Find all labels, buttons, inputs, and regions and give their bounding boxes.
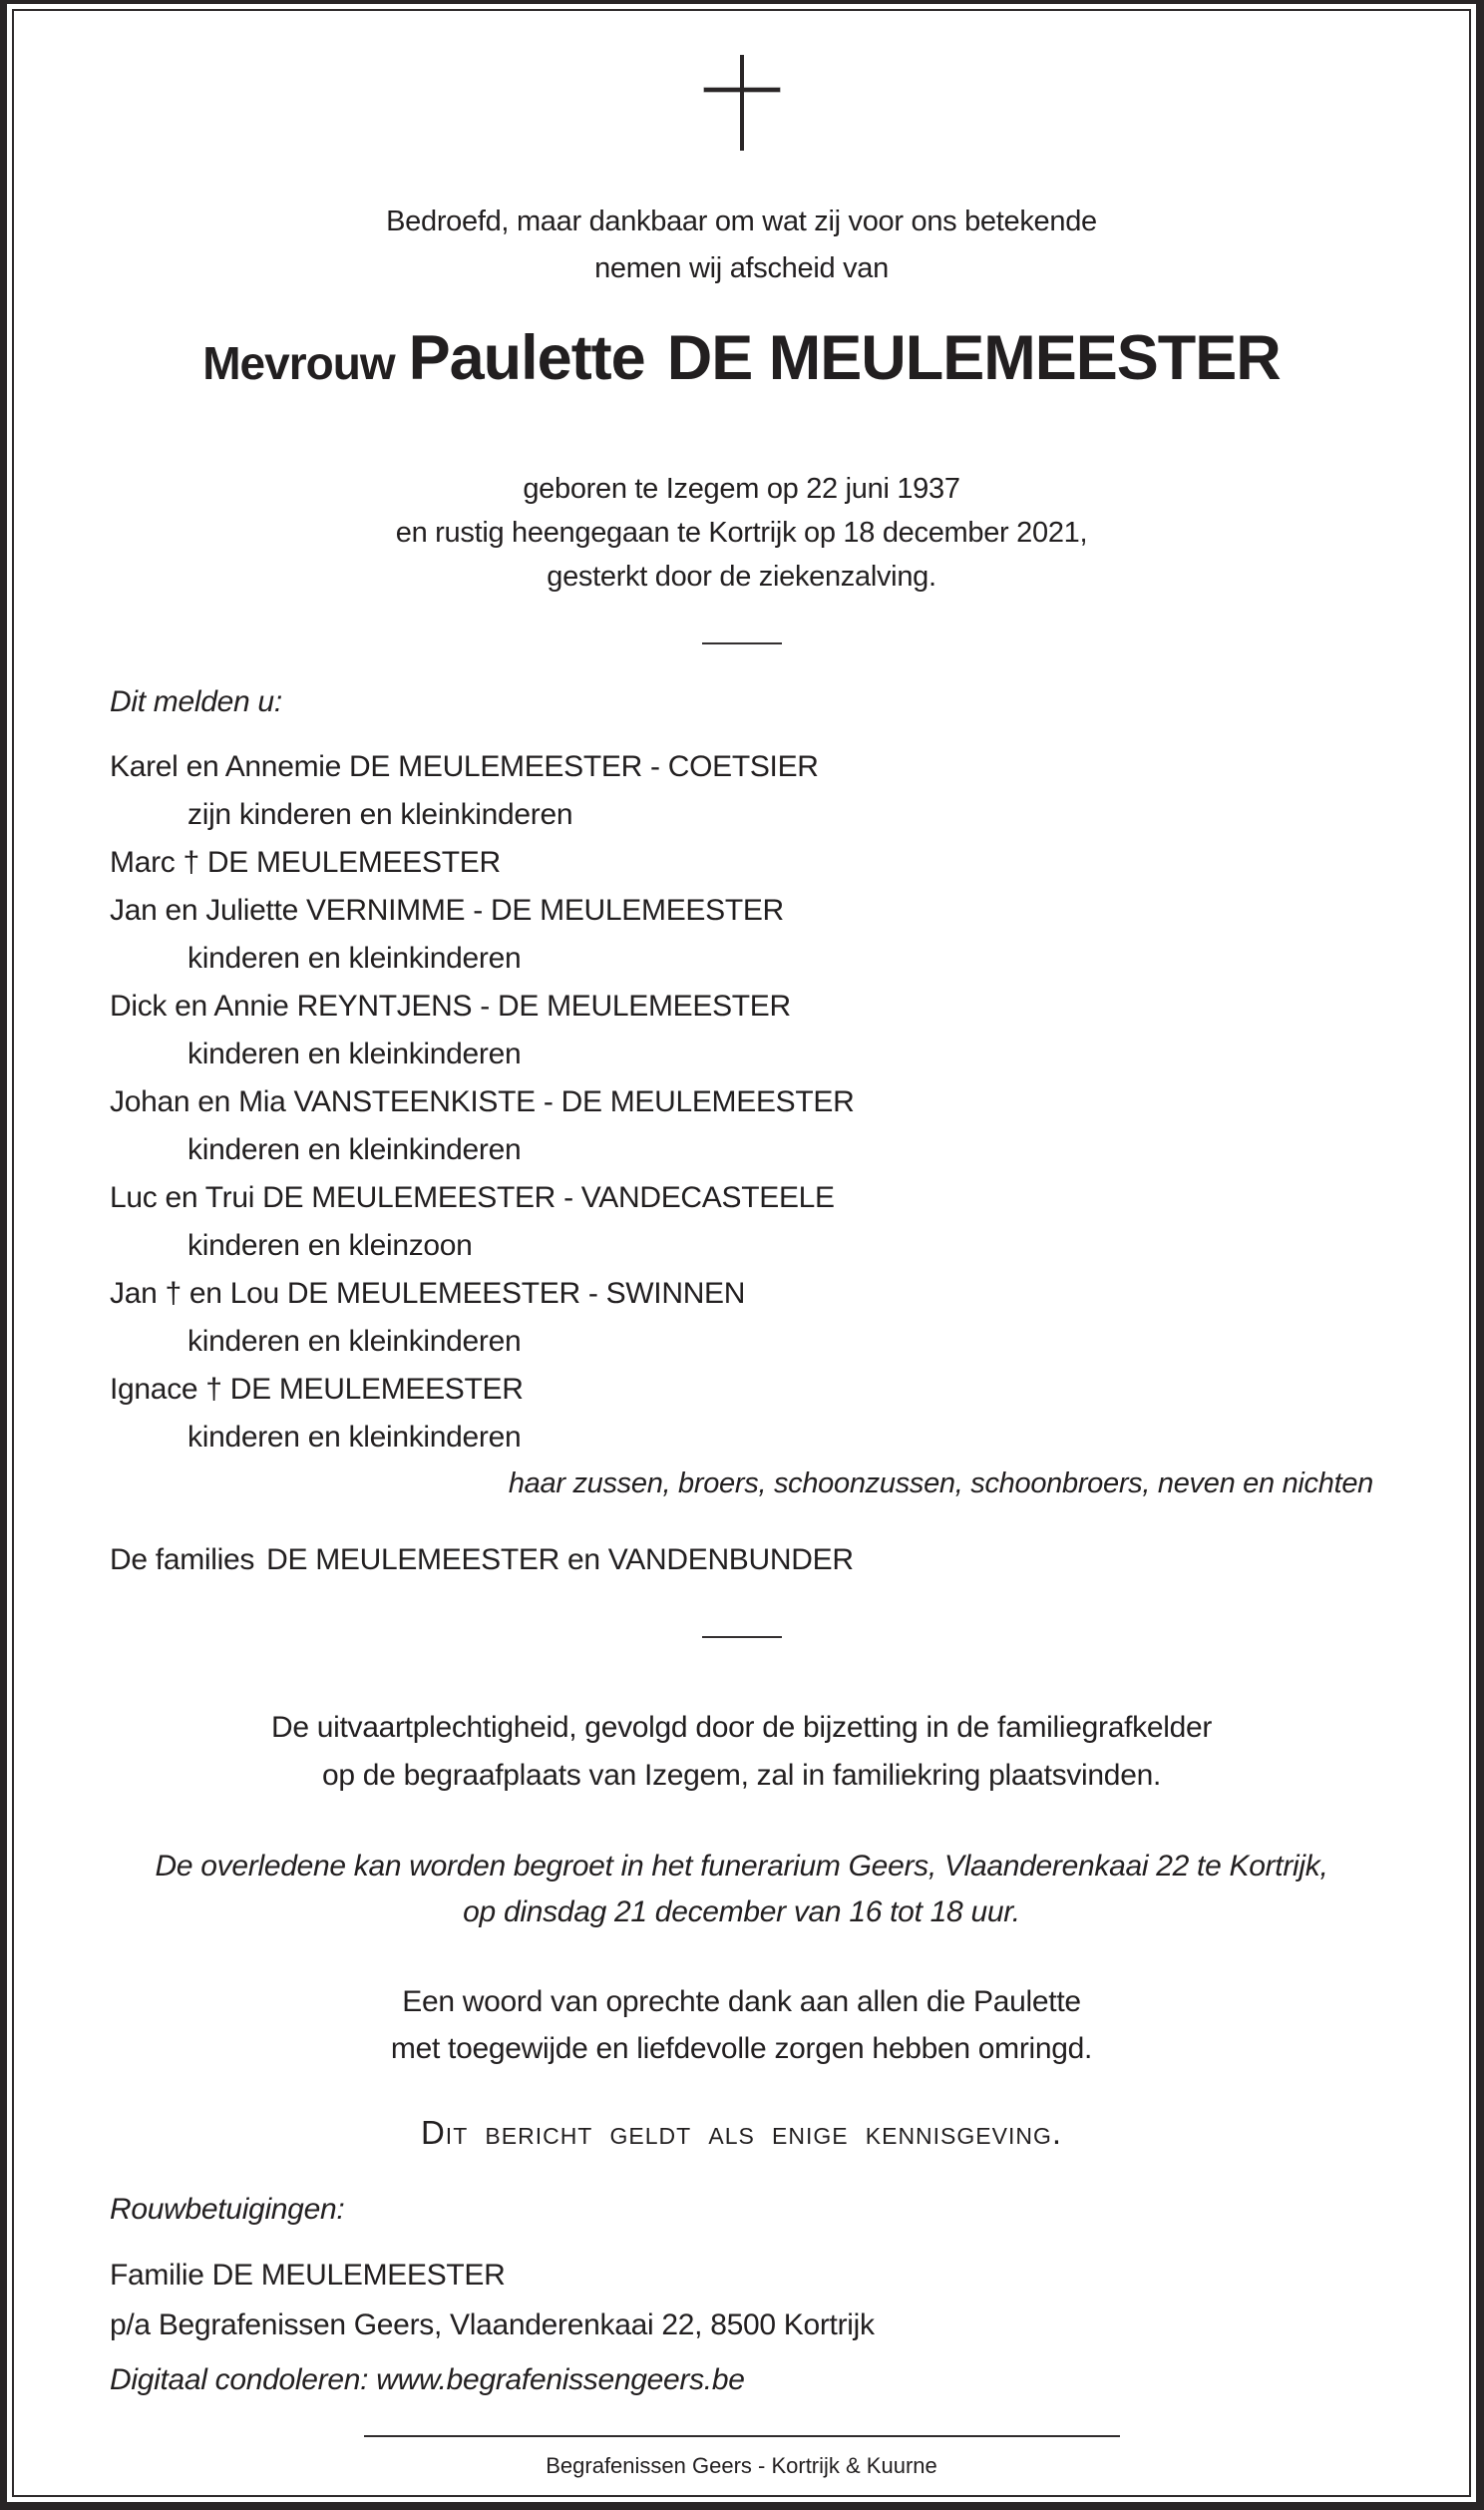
family-relation: kinderen en kleinzoon (187, 1229, 473, 1262)
family-entry (110, 1174, 1373, 1270)
thanks-line-2: met toegewijde en liefdevolle zorgen hebben omringd. (390, 2032, 1093, 2065)
family-names: Ignace † DE MEULEMEESTER (110, 1373, 524, 1406)
deceased-last-name: DE MEULEMEESTER (666, 323, 1281, 393)
visitation-text (110, 1844, 1373, 1935)
sacrament-line: gesterkt door de ziekenzalving. (547, 561, 936, 593)
thanks-line-1: Een woord van oprechte dank aan allen die Paulette (402, 1985, 1081, 2018)
digital-condolences-line: Digitaal condoleren: www.begrafenissengeers.be (110, 2363, 745, 2396)
family-entry (110, 887, 1373, 983)
card-paper (7, 4, 1476, 2502)
condolences-label: Rouwbetuigingen: (110, 2193, 345, 2226)
intro-text (110, 199, 1373, 292)
deceased-first-name: Paulette (408, 323, 645, 393)
birth-line: geboren te Izegem op 22 juni 1937 (523, 473, 960, 505)
death-line: en rustig heengegaan te Kortrijk op 18 december 2021, (395, 517, 1088, 549)
family-entry (110, 839, 1373, 887)
divider (702, 642, 782, 644)
ceremony-text (110, 1704, 1373, 1800)
deceased-title: Mevrouw (202, 337, 395, 389)
thanks-text (110, 1978, 1373, 2072)
card-content (14, 11, 1469, 2495)
family-entry (110, 983, 1373, 1078)
family-relation: kinderen en kleinkinderen (187, 1038, 522, 1070)
family-entry (110, 1366, 1373, 1462)
family-names: Jan † en Lou DE MEULEMEESTER - SWINNEN (110, 1277, 746, 1310)
deceased-name (110, 322, 1373, 411)
funeral-home-name: Begrafenissen Geers - Kortrijk & Kuurne (546, 2453, 937, 2478)
family-names: Luc en Trui DE MEULEMEESTER - VANDECASTEELE (110, 1181, 835, 1214)
family-names: Jan en Juliette VERNIMME - DE MEULEMEESTER (110, 894, 784, 927)
family-entry (110, 1270, 1373, 1366)
intro-line-2: nemen wij afscheid van (594, 252, 889, 284)
ceremony-line-2: op de begraafplaats van Izegem, zal in familiekring plaatsvinden. (321, 1759, 1161, 1792)
sole-notification-line: Dit bericht geldt als enige kennisgeving. (420, 2114, 1063, 2151)
card-border-frame (12, 9, 1471, 2497)
signature-rule (364, 2435, 1120, 2437)
family-entry (110, 743, 1373, 839)
visitation-line-1: De overledene kan worden begroet in het funerarium Geers, Vlaanderenkaai 22 te Kortrijk, (155, 1850, 1328, 1882)
cross-vertical-bar (740, 55, 744, 151)
families-line (110, 1536, 1373, 1584)
family-relation: kinderen en kleinkinderen (187, 1133, 522, 1166)
condolences-family: Familie DE MEULEMEESTER (110, 2259, 506, 2292)
family-names: Karel en Annemie DE MEULEMEESTER - COETSIER (110, 750, 819, 783)
family-entry (110, 1078, 1373, 1174)
relatives-line: haar zussen, broers, schoonzussen, schoonbroers, neven en nichten (508, 1467, 1373, 1499)
life-dates (110, 467, 1373, 599)
condolences-address: p/a Begrafenissen Geers, Vlaanderenkaai 22, 8500 Kortrijk (110, 2308, 875, 2341)
condolences-address-block (110, 2251, 1373, 2350)
family-names: Marc † DE MEULEMEESTER (110, 846, 501, 879)
families-prefix: De families (110, 1543, 255, 1576)
family-relation: kinderen en kleinkinderen (187, 1421, 522, 1454)
announce-label: Dit melden u: (110, 685, 282, 718)
family-relation: kinderen en kleinkinderen (187, 942, 522, 975)
family-list (110, 743, 1373, 1462)
intro-line-1: Bedroefd, maar dankbaar om wat zij voor ons betekende (386, 206, 1097, 237)
ceremony-line-1: De uitvaartplechtigheid, gevolgd door de bijzetting in de familiegrafkelder (270, 1711, 1213, 1744)
families-names: DE MEULEMEESTER en VANDENBUNDER (266, 1543, 854, 1576)
family-names: Johan en Mia VANSTEENKISTE - DE MEULEMEESTER (110, 1085, 855, 1118)
visitation-line-2: op dinsdag 21 december van 16 tot 18 uur. (463, 1895, 1020, 1928)
divider (702, 1636, 782, 1638)
cross-icon (704, 55, 780, 151)
family-names: Dick en Annie REYNTJENS - DE MEULEMEESTER (110, 990, 791, 1023)
family-relation: kinderen en kleinkinderen (187, 1325, 522, 1358)
family-relation: zijn kinderen en kleinkinderen (187, 798, 573, 831)
